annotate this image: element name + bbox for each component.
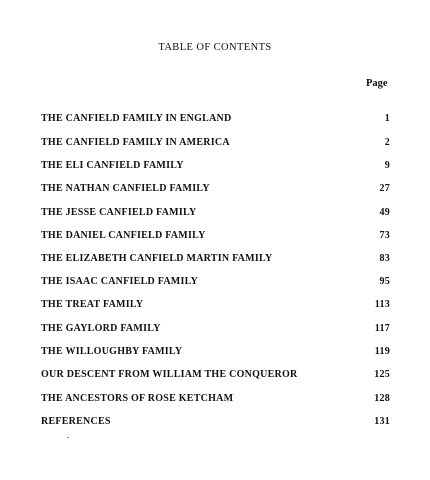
toc-entry-page: 119 — [374, 346, 390, 357]
toc-entry-title: THE CANFIELD FAMILY IN ENGLAND — [41, 113, 232, 124]
toc-entry-title: THE TREAT FAMILY — [41, 299, 144, 310]
toc-entry — [41, 137, 390, 153]
page-title: TABLE OF CONTENTS — [158, 42, 272, 53]
toc-entry-page: 125 — [374, 369, 390, 380]
toc-entry-title: THE ANCESTORS OF ROSE KETCHAM — [41, 393, 234, 404]
toc-entry-title: THE WILLOUGHBY FAMILY — [41, 346, 183, 357]
toc-entry — [41, 183, 390, 199]
toc-entry — [41, 113, 390, 129]
toc-entry — [41, 393, 390, 409]
toc-entry — [41, 276, 390, 292]
toc-entry — [41, 160, 390, 176]
toc-entry-title: THE JESSE CANFIELD FAMILY — [41, 207, 197, 218]
toc-entry — [41, 207, 390, 223]
toc-entry-page: 27 — [379, 183, 390, 194]
toc-entry-page: 95 — [379, 276, 390, 287]
toc-entry-title: THE NATHAN CANFIELD FAMILY — [41, 183, 210, 194]
toc-entry — [41, 346, 390, 362]
toc-entry-page: 83 — [379, 253, 390, 264]
toc-entry — [41, 416, 390, 432]
toc-entry-page: 49 — [379, 207, 390, 218]
page-column-header: Page — [366, 78, 388, 89]
toc-entry-title: OUR DESCENT FROM WILLIAM THE CONQUEROR — [41, 369, 298, 380]
toc-entry — [41, 299, 390, 315]
toc-entry-title: THE CANFIELD FAMILY IN AMERICA — [41, 137, 230, 148]
toc-entry — [41, 369, 390, 385]
toc-entry-page: 117 — [374, 323, 390, 334]
toc-entry-title: THE DANIEL CANFIELD FAMILY — [41, 230, 206, 241]
toc-entry-title: THE GAYLORD FAMILY — [41, 323, 161, 334]
toc-entry — [41, 230, 390, 246]
toc-entry — [41, 253, 390, 269]
toc-entry-page: 131 — [374, 416, 390, 427]
toc-entry-page: 1 — [384, 113, 390, 124]
toc-entry-page: 2 — [384, 137, 390, 148]
toc-entry-page: 9 — [384, 160, 390, 171]
toc-entry-title: THE ELIZABETH CANFIELD MARTIN FAMILY — [41, 253, 273, 264]
toc-entry-page: 113 — [374, 299, 390, 310]
toc-entry-title: REFERENCES — [41, 416, 111, 427]
toc-entry-page: 73 — [379, 230, 390, 241]
toc-entry-title: THE ELI CANFIELD FAMILY — [41, 160, 184, 171]
toc-entry-title: THE ISAAC CANFIELD FAMILY — [41, 276, 199, 287]
toc-entry-page: 128 — [374, 393, 390, 404]
scan-speck — [67, 437, 69, 438]
toc-entry — [41, 323, 390, 339]
